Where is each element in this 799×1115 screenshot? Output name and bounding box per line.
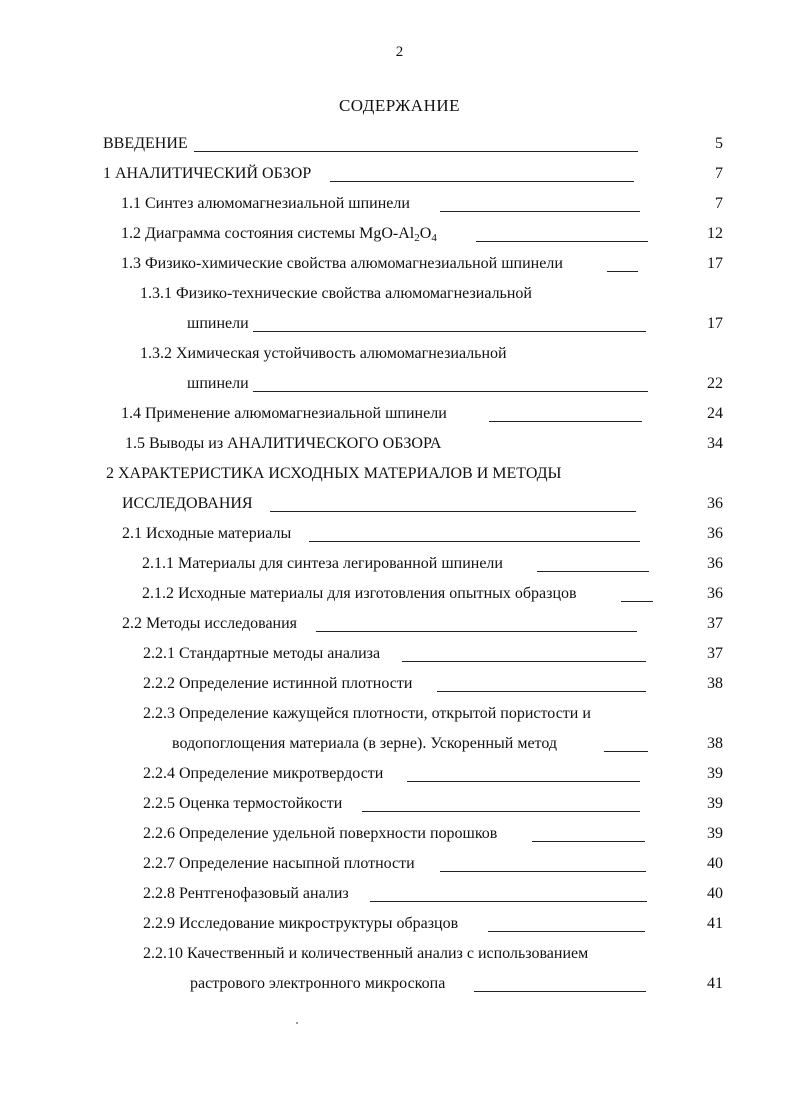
toc-page-number: 5 xyxy=(715,135,723,152)
toc-entry-text: 1.3.1 Физико-технические свойства алюмомагнезиальной xyxy=(140,285,532,302)
toc-leader xyxy=(532,841,645,842)
toc-leader xyxy=(407,781,640,782)
toc-entry-chapter-1 xyxy=(103,164,311,184)
toc-page-number: 39 xyxy=(707,825,723,842)
toc-entry-subscript: 2 xyxy=(414,232,420,244)
toc-entry-text: O xyxy=(419,225,432,242)
toc-leader xyxy=(194,151,638,152)
toc-page-number: 36 xyxy=(707,525,723,542)
toc-leader xyxy=(476,241,648,242)
toc-entry-text: 2.2.5 Оценка термостойкости xyxy=(143,795,343,812)
toc-entry-introduction xyxy=(103,134,188,154)
toc-entry-2-1-1 xyxy=(142,554,503,574)
toc-entry-2-2-3 xyxy=(143,704,591,724)
toc-entry-text: 2.1.1 Материалы для синтеза легированной шпинели xyxy=(142,555,503,572)
toc-entry-text: 2.2.3 Определение кажущейся плотности, открытой пористости и xyxy=(143,705,591,722)
toc-entry-text: 1.3 Физико-химические свойства алюмомагнезиальной шпинели xyxy=(121,255,563,272)
toc-leader xyxy=(621,601,653,602)
toc-page-number: 34 xyxy=(707,435,723,452)
toc-leader xyxy=(437,691,646,692)
toc-entry-1-3 xyxy=(121,254,563,274)
toc-entry-1-5 xyxy=(125,434,441,454)
toc-leader xyxy=(253,331,646,332)
toc-entry-chapter-2 xyxy=(106,464,561,484)
toc-entry-text: 2.1 Исходные материалы xyxy=(122,525,292,542)
toc-leader xyxy=(309,541,640,542)
toc-entry-text: шпинели xyxy=(187,315,249,332)
toc-entry-1-1 xyxy=(121,194,410,214)
toc-page-number: 39 xyxy=(707,765,723,782)
toc-entry-1-2 xyxy=(121,224,437,244)
toc-entry-text: 2.2.7 Определение насыпной плотности xyxy=(143,855,415,872)
toc-entry-text: 1.3.2 Химическая устойчивость алюмомагнезиальной xyxy=(140,345,507,362)
toc-entry-2-2-8 xyxy=(143,884,349,904)
toc-page-number: 41 xyxy=(707,915,723,932)
toc-page-number: 17 xyxy=(707,315,723,332)
toc-entry-1-3-1-cont xyxy=(187,314,249,334)
toc-entry-text: 2.2.1 Стандартные методы анализа xyxy=(143,645,381,662)
toc-leader xyxy=(440,211,640,212)
toc-entry-2-1 xyxy=(122,524,291,544)
toc-page-number: 24 xyxy=(707,405,723,422)
toc-entry-text: 2.2 Методы исследования xyxy=(122,615,298,632)
toc-page-number: 7 xyxy=(715,165,723,182)
toc-leader xyxy=(604,751,648,752)
toc-leader xyxy=(330,181,634,182)
toc-page-number: 40 xyxy=(707,885,723,902)
toc-page-number: 22 xyxy=(707,375,723,392)
toc-title: СОДЕРЖАНИЕ xyxy=(338,96,461,115)
toc-page-number: 12 xyxy=(707,225,723,242)
toc-leader xyxy=(440,871,646,872)
toc-leader xyxy=(489,421,642,422)
toc-page-number: 39 xyxy=(707,795,723,812)
toc-entry-text: 2.2.2 Определение истинной плотности xyxy=(143,675,413,692)
toc-leader xyxy=(316,631,637,632)
toc-entry-text: 2.2.8 Рентгенофазовый анализ xyxy=(143,885,349,902)
toc-entry-text: 2.2.4 Определение микротвердости xyxy=(143,765,384,782)
toc-leader xyxy=(474,991,646,992)
toc-entry-2-2-4 xyxy=(143,764,383,784)
toc-entry-text: 1.2 Диаграмма состояния системы MgO-Al xyxy=(121,225,415,242)
toc-leader xyxy=(362,811,640,812)
toc-entry-text: 1 АНАЛИТИЧЕСКИЙ ОБЗОР xyxy=(103,165,312,182)
toc-entry-text: 1.4 Применение алюмомагнезиальной шпинели xyxy=(121,405,447,422)
toc-entry-1-3-2-cont xyxy=(187,374,249,394)
toc-page-number: 36 xyxy=(707,555,723,572)
toc-entry-text: ВВЕДЕНИЕ xyxy=(103,135,188,152)
toc-page-number: 36 xyxy=(707,495,723,512)
toc-entry-text: 1.1 Синтез алюмомагнезиальной шпинели xyxy=(121,195,410,212)
toc-entry-chapter-2-cont xyxy=(122,494,253,514)
toc-page-number: 7 xyxy=(715,195,723,212)
toc-leader xyxy=(370,901,647,902)
toc-entry-text: водопоглощения материала (в зерне). Ускоренный метод xyxy=(172,735,558,752)
toc-leader xyxy=(607,271,638,272)
toc-page-number: 38 xyxy=(707,675,723,692)
toc-entry-2-2-3-cont xyxy=(172,734,557,754)
toc-entry-2-1-2 xyxy=(142,584,577,604)
toc-page-number: 36 xyxy=(707,585,723,602)
toc-entry-1-3-1 xyxy=(140,284,532,304)
scan-speck xyxy=(296,1022,298,1024)
toc-entry-2-2-10-cont xyxy=(190,974,445,994)
toc-page-number: 17 xyxy=(707,255,723,272)
toc-entry-2-2-1 xyxy=(143,644,380,664)
toc-entry-text: растрового электронного микроскопа xyxy=(190,975,446,992)
toc-entry-text: ИССЛЕДОВАНИЯ xyxy=(122,495,253,512)
toc-leader xyxy=(253,391,648,392)
toc-entry-2-2-9 xyxy=(143,914,458,934)
page-number: 2 xyxy=(395,44,404,60)
toc-entry-2-2-10 xyxy=(143,944,588,964)
toc-entry-text: шпинели xyxy=(187,375,249,392)
toc-entry-text: 2 ХАРАКТЕРИСТИКА ИСХОДНЫХ МАТЕРИАЛОВ И МЕТОДЫ xyxy=(106,465,562,482)
toc-leader xyxy=(537,571,649,572)
toc-page-number: 40 xyxy=(707,855,723,872)
toc-entry-2-2-7 xyxy=(143,854,415,874)
toc-entry-text: 2.2.10 Качественный и количественный анализ с использованием xyxy=(143,945,589,962)
toc-leader xyxy=(402,661,646,662)
toc-entry-text: 2.2.9 Исследование микроструктуры образцов xyxy=(143,915,459,932)
toc-entry-text: 2.2.6 Определение удельной поверхности порошков xyxy=(143,825,498,842)
toc-page-number: 38 xyxy=(707,735,723,752)
toc-leader xyxy=(270,511,636,512)
toc-entry-2-2-2 xyxy=(143,674,412,694)
toc-entry-text: 1.5 Выводы из АНАЛИТИЧЕСКОГО ОБЗОРА xyxy=(125,435,442,452)
toc-entry-2-2-5 xyxy=(143,794,342,814)
toc-entry-text: 2.1.2 Исходные материалы для изготовления опытных образцов xyxy=(142,585,577,602)
toc-entry-1-4 xyxy=(121,404,447,424)
toc-page-number: 37 xyxy=(707,645,723,662)
toc-entry-2-2-6 xyxy=(143,824,497,844)
toc-entry-2-2 xyxy=(122,614,297,634)
toc-page-number: 37 xyxy=(707,615,723,632)
toc-entry-subscript: 4 xyxy=(431,232,437,244)
toc-entry-1-3-2 xyxy=(140,344,507,364)
toc-page-number: 41 xyxy=(707,975,723,992)
toc-leader xyxy=(488,931,645,932)
